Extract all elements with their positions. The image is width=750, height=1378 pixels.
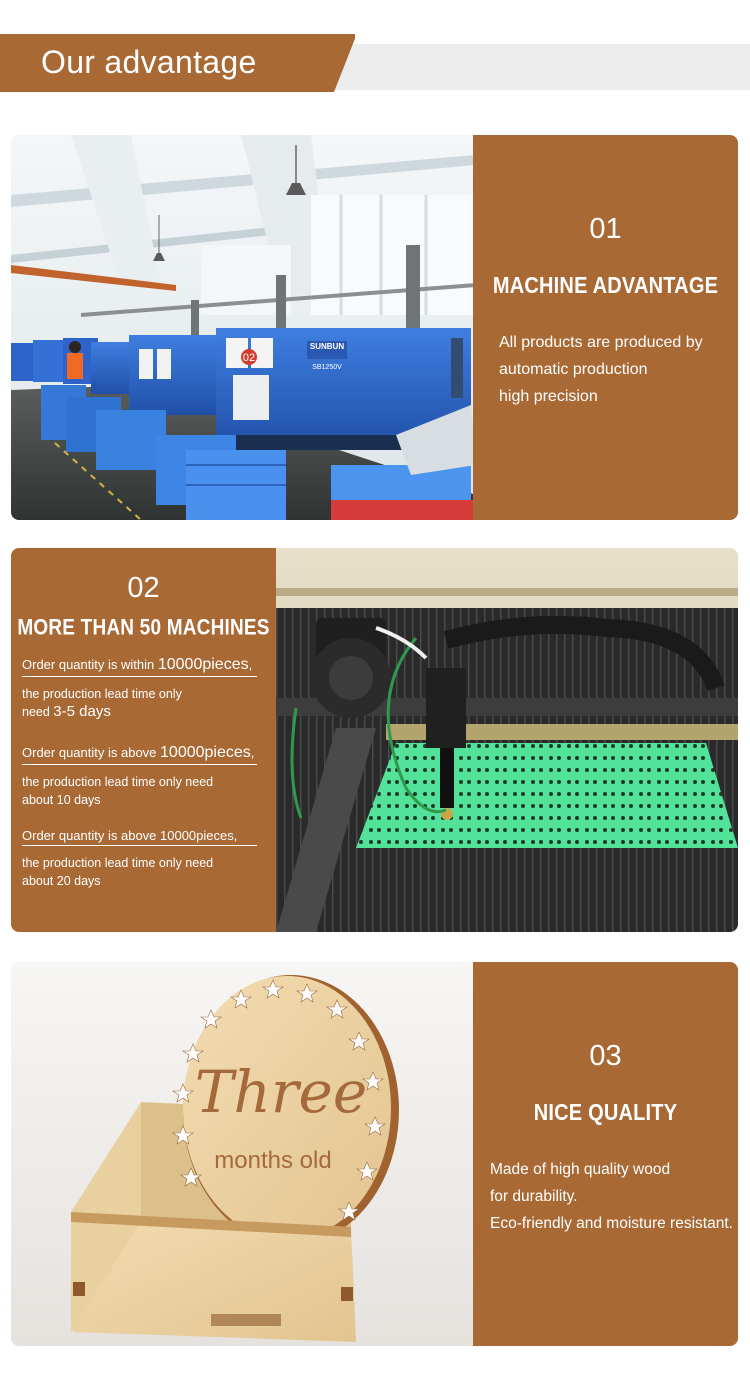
description-line: All products are produced by bbox=[499, 334, 703, 351]
description-line: automatic production bbox=[499, 361, 648, 378]
machine-model-label: SB1250V bbox=[312, 364, 342, 371]
detail-prefix: need bbox=[22, 705, 54, 719]
detail-value: 3-5 days bbox=[53, 703, 111, 720]
detail-line: the production lead time only need bbox=[22, 856, 214, 870]
plaque-title-text: Three bbox=[194, 1058, 368, 1126]
section-heading: MACHINE ADVANTAGE bbox=[492, 273, 719, 299]
title-quantity: 10000pieces bbox=[160, 744, 251, 761]
lead-time-item-detail bbox=[22, 854, 257, 890]
lead-time-item-title bbox=[22, 744, 257, 765]
advantage-quality bbox=[11, 962, 738, 1346]
description-line: Eco-friendly and moisture resistant. bbox=[490, 1215, 733, 1232]
nice-quality-panel bbox=[473, 962, 738, 1346]
machine-number-label: 02 bbox=[242, 352, 256, 364]
factory-photo bbox=[11, 135, 476, 520]
lead-time-item-title bbox=[22, 656, 257, 677]
section-number: 01 bbox=[589, 213, 622, 245]
machine-brand-label: SUNBUN bbox=[309, 342, 345, 351]
lead-time-item bbox=[22, 828, 257, 890]
advantage-machines-count bbox=[11, 548, 738, 932]
lead-time-panel bbox=[11, 548, 276, 932]
section-heading: NICE QUALITY bbox=[533, 1100, 678, 1126]
section-header bbox=[0, 34, 750, 92]
section-heading: MORE THAN 50 MACHINES bbox=[17, 616, 270, 641]
detail-line: the production lead time only bbox=[22, 687, 182, 701]
description-line: high precision bbox=[499, 388, 598, 405]
title-text: Order quantity is within bbox=[22, 657, 158, 672]
lead-time-item-title bbox=[22, 828, 257, 846]
title-text: Order quantity is above 10000pieces, bbox=[22, 828, 238, 843]
section-number: 02 bbox=[127, 572, 160, 604]
lead-time-item bbox=[22, 744, 257, 809]
section-description bbox=[499, 329, 703, 410]
plaque-subtitle-text: months old bbox=[214, 1147, 332, 1174]
title-quantity: 10000pieces bbox=[157, 656, 249, 673]
machine-advantage-panel bbox=[473, 135, 738, 520]
title-text: Order quantity is above bbox=[22, 745, 161, 760]
detail-line: about 20 days bbox=[22, 874, 101, 888]
section-description bbox=[490, 1156, 733, 1237]
laser-cutter-photo bbox=[276, 548, 738, 932]
description-line: for durability. bbox=[490, 1188, 578, 1205]
header-gray-band bbox=[300, 44, 750, 90]
lead-time-item bbox=[22, 656, 257, 721]
detail-line: about 10 days bbox=[22, 793, 101, 807]
detail-line bbox=[22, 703, 257, 721]
title-suffix: , bbox=[250, 745, 255, 760]
title-suffix: , bbox=[248, 657, 253, 672]
page-title: Our advantage bbox=[41, 44, 257, 80]
detail-line: the production lead time only need bbox=[22, 775, 214, 789]
wooden-product-photo bbox=[11, 962, 475, 1346]
lead-time-item-detail bbox=[22, 773, 257, 809]
description-line: Made of high quality wood bbox=[490, 1161, 671, 1178]
lead-time-item-detail bbox=[22, 685, 257, 721]
section-number: 03 bbox=[589, 1040, 622, 1072]
advantage-machine bbox=[11, 135, 738, 520]
